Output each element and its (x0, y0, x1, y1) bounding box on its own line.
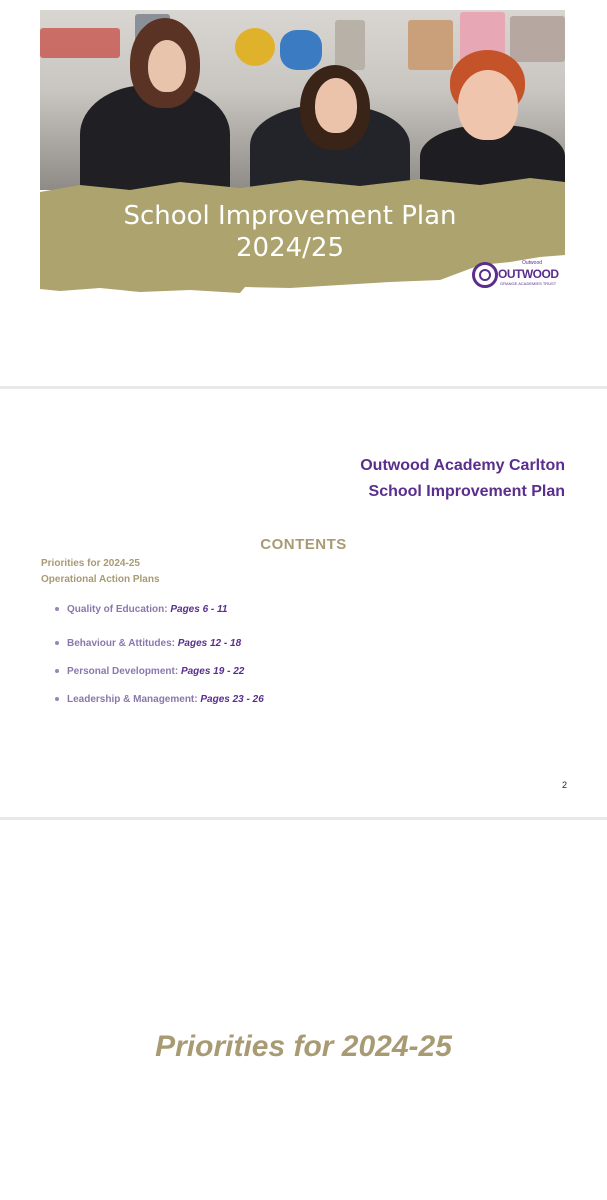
cover-title (40, 200, 543, 266)
cover-title-line1: School Improvement Plan (123, 201, 457, 231)
cover-graphic (40, 10, 565, 290)
toc-item-label: Leadership & Management: (67, 694, 198, 705)
cover-title-line2: 2024/25 (235, 233, 344, 263)
cover-photo (40, 10, 565, 190)
contents-heading: CONTENTS (260, 536, 347, 553)
toc-item-label: Quality of Education: (67, 604, 168, 615)
outwood-logo (470, 260, 565, 292)
bullet-icon (55, 641, 59, 645)
toc-action-plans-link[interactable]: Operational Action Plans (41, 574, 160, 585)
toc-item-pages: Pages 12 - 18 (177, 638, 242, 649)
toc-item-personal[interactable] (55, 666, 355, 677)
bullet-icon (55, 697, 59, 701)
section-title: Priorities for 2024-25 (155, 1030, 452, 1063)
contents-page (0, 389, 607, 817)
cover-page (0, 0, 607, 386)
toc-item-pages: Pages 19 - 22 (180, 666, 245, 677)
bullet-icon (55, 607, 59, 611)
toc-item-leadership[interactable] (55, 694, 355, 705)
toc-priorities-link[interactable]: Priorities for 2024-25 (41, 558, 140, 569)
page-number: 2 (561, 780, 567, 790)
bullet-icon (55, 669, 59, 673)
logo-ring-icon (472, 262, 498, 288)
logo-subtitle: GRANGE ACADEMIES TRUST (500, 281, 557, 286)
toc-item-behaviour[interactable] (55, 638, 355, 649)
toc-item-label: Personal Development: (67, 666, 179, 677)
section-page (0, 820, 607, 1200)
logo-tagline: Outwood (522, 260, 543, 266)
toc-item-pages: Pages 6 - 11 (170, 604, 228, 615)
plan-name: School Improvement Plan (368, 483, 565, 500)
logo-name: OUTWOOD (498, 267, 559, 281)
toc-item-label: Behaviour & Attitudes: (67, 638, 175, 649)
toc-item-pages: Pages 23 - 26 (200, 694, 264, 705)
school-name: Outwood Academy Carlton (360, 457, 565, 474)
toc-item-quality[interactable] (55, 604, 355, 615)
